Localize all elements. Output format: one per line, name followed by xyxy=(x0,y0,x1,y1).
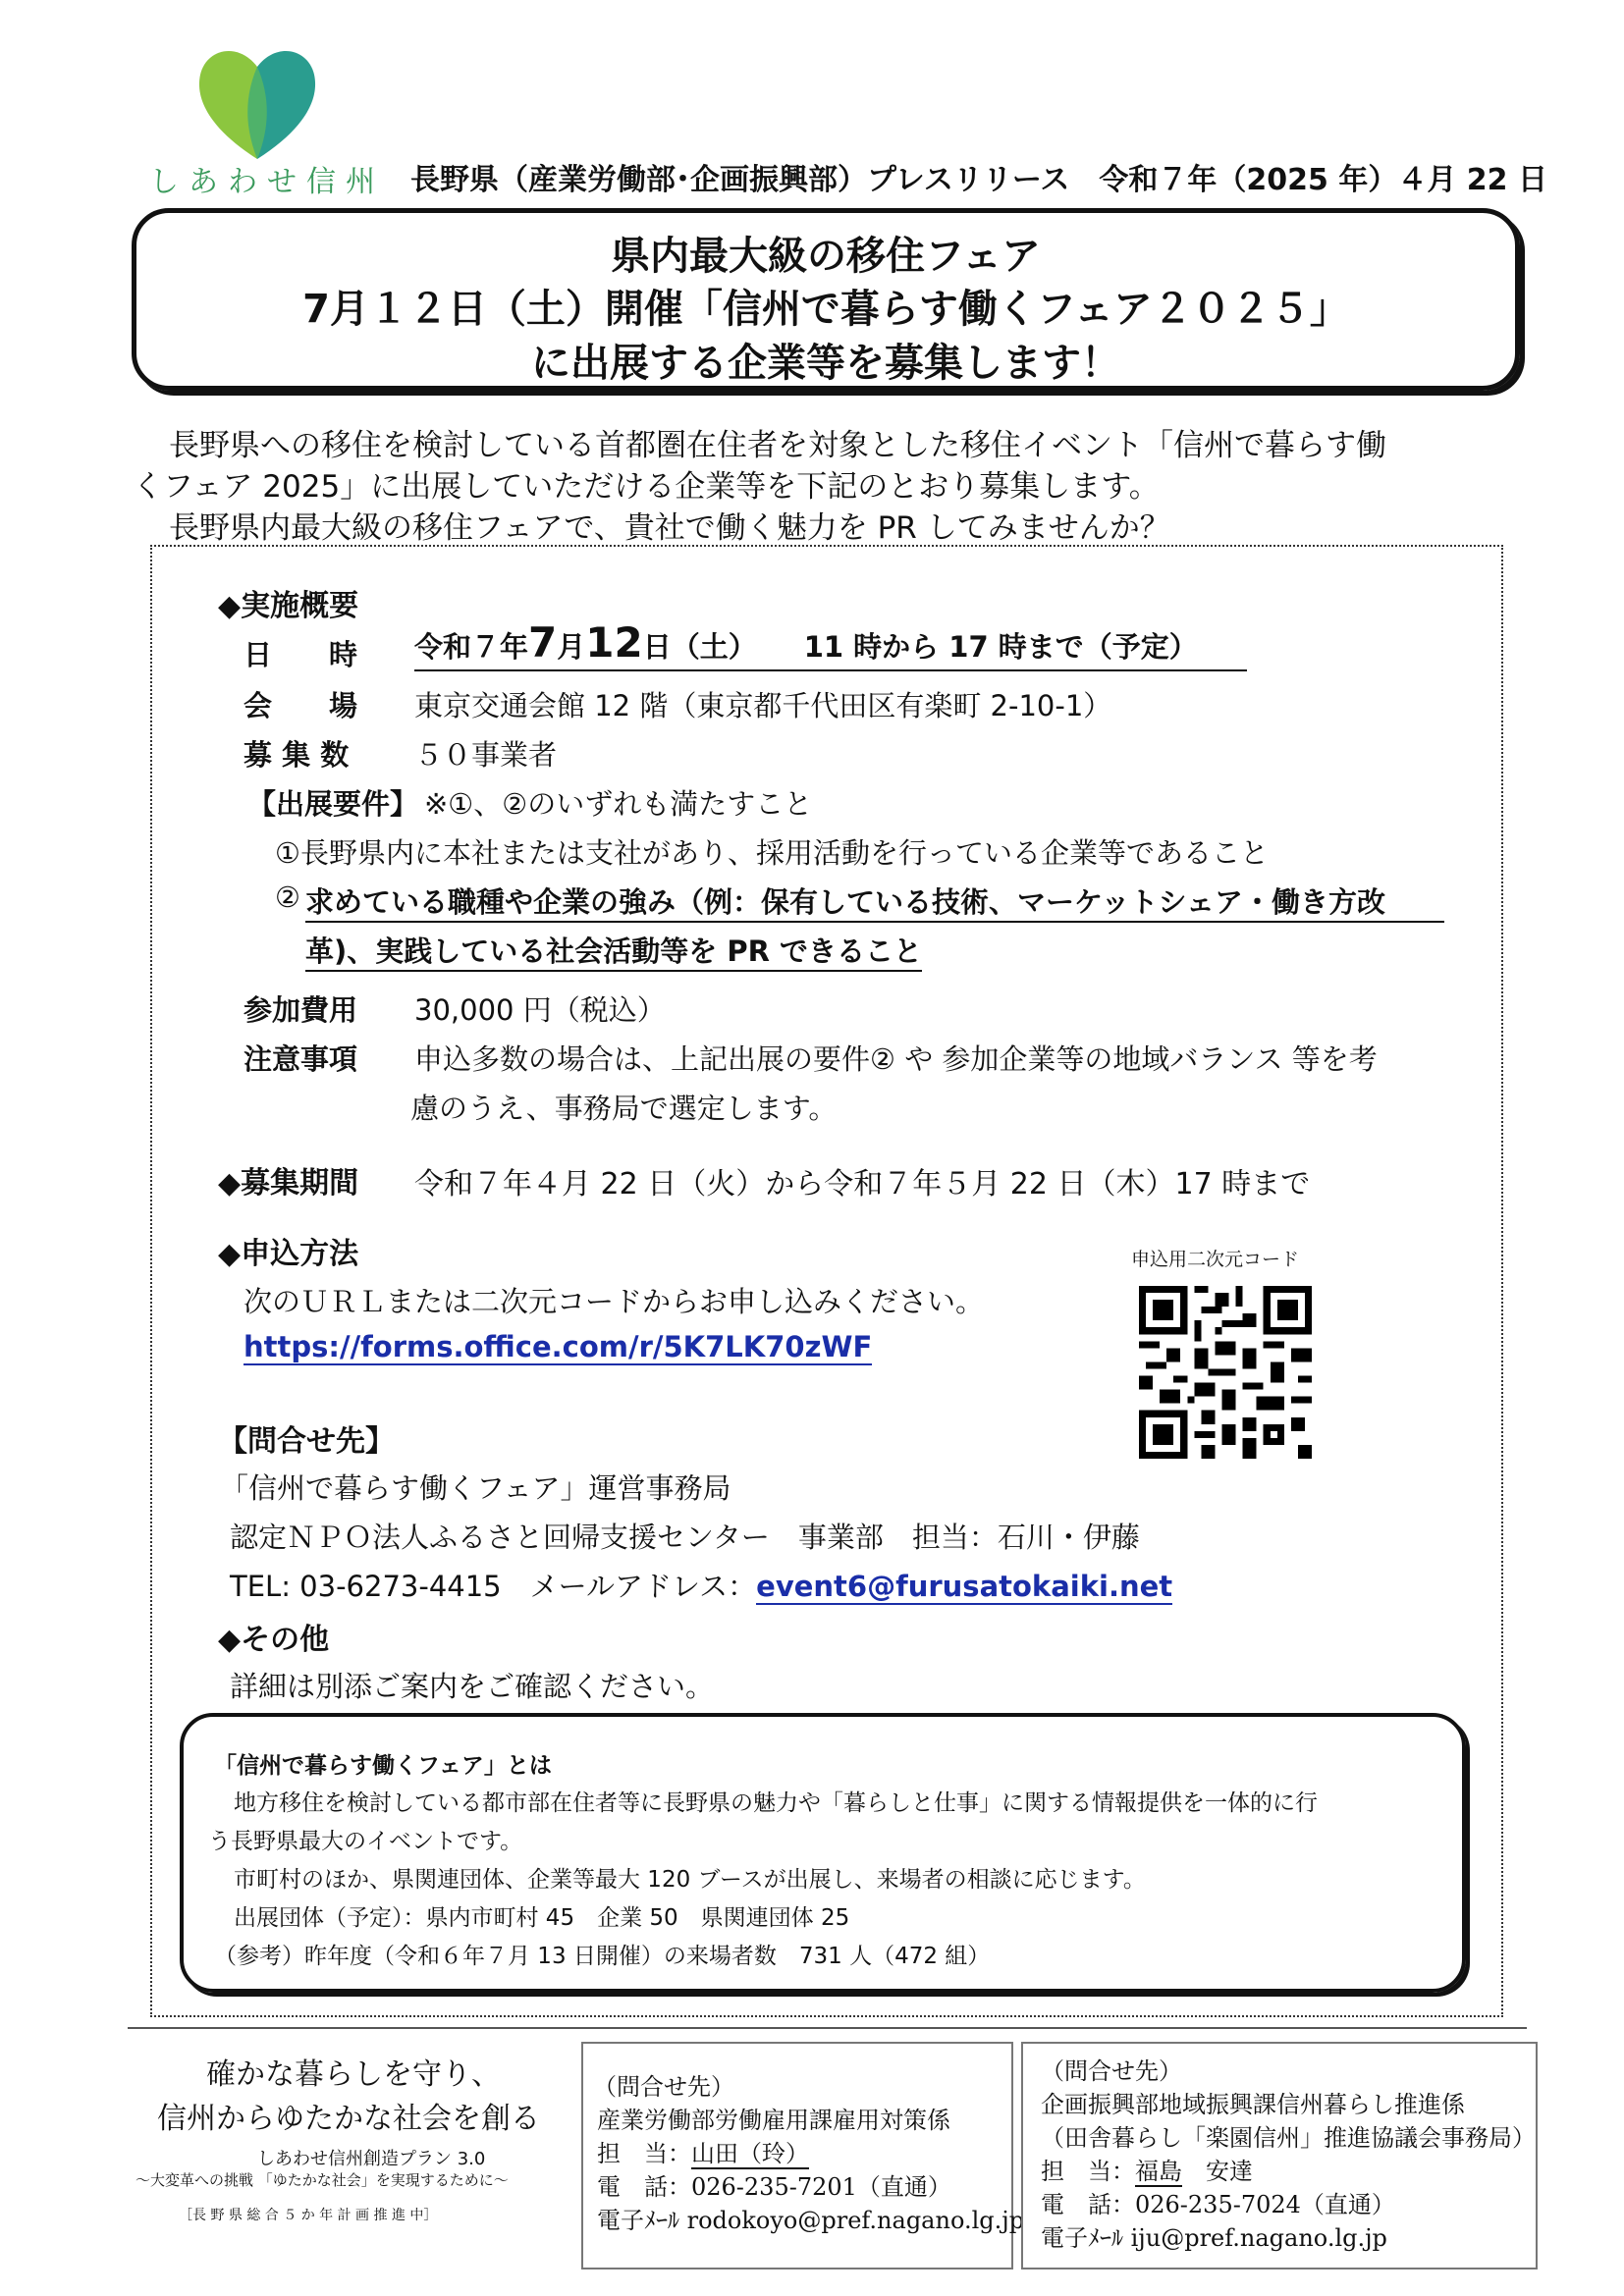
planning-tel: 電 話：026-235-7024（直通） xyxy=(1041,2191,1395,2218)
fee-value: 30,000 円（税込） xyxy=(414,993,666,1027)
labor-dept: 産業労働部労働雇用課雇用対策係 xyxy=(597,2107,950,2134)
apply-text: 次のＵＲＬまたは二次元コードからお申し込みください。 xyxy=(244,1285,985,1318)
labor-tel: 電 話：026-235-7201（直通） xyxy=(597,2173,951,2201)
logo-text: しあわせ信州 xyxy=(149,165,385,199)
title-line-1: 県内最大級の移住フェア xyxy=(611,234,1041,279)
about-line-2: う長野県最大のイベントです。 xyxy=(208,1829,523,1854)
planning-person: 担 当：福島 安達 xyxy=(1041,2158,1253,2185)
planning-council: （田舎暮らし「楽園信州」推進協議会事務局） xyxy=(1041,2124,1536,2152)
notes-label: 注意事項 xyxy=(244,1042,358,1076)
notes-line-2: 慮のうえ、事務局で選定します。 xyxy=(410,1092,838,1125)
about-line-3: 市町村のほか、県関連団体、企業等最大 120 ブースが出展し、来場者の相談に応じます。 xyxy=(234,1867,1146,1893)
press-release-line: 長野県（産業労働部･企画振興部）プレスリリース 令和７年（2025 年）４月 22 日 xyxy=(410,163,1547,197)
overview-heading: ◆実施概要 xyxy=(218,589,359,623)
contact-tel-line: TEL: 03-6273-4415 メールアドレス：event6@furusatokaiki.net xyxy=(230,1570,1173,1603)
title-box xyxy=(132,208,1520,391)
requirement-2-mark: ② xyxy=(275,881,300,914)
notes-line-1: 申込多数の場合は、上記出展の要件② や 参加企業等の地域バランス 等を考 xyxy=(414,1042,1378,1076)
application-qr-code-icon[interactable] xyxy=(1139,1286,1312,1459)
apply-heading: ◆申込方法 xyxy=(218,1237,359,1271)
contact-organization: 認定ＮＰＯ法人ふるさと回帰支援センター 事業部 担当：石川・伊藤 xyxy=(230,1521,1140,1554)
other-text: 詳細は別添ご案内をご確認ください。 xyxy=(230,1670,715,1703)
footer-plan-subtitle: ～大変革への挑戦 「ゆたかな社会」を実現するために～ xyxy=(135,2171,509,2189)
requirements-label: 【出展要件】 xyxy=(247,787,419,821)
footer-plan-note: ［長 野 県 総 合 ５ か 年 計 画 推 進 中］ xyxy=(179,2208,438,2223)
requirement-1: ①長野県内に本社または支社があり、採用活動を行っている企業等であること xyxy=(275,836,1269,870)
about-line-5: （参考）昨年度（令和６年７月 13 日開催）の来場者数 731 人（472 組） xyxy=(214,1944,991,1969)
footer-slogan-2: 信州からゆたかな社会を創る xyxy=(157,2102,540,2136)
venue-label: 会 場 xyxy=(244,689,358,722)
count-value: ５０事業者 xyxy=(414,738,558,772)
requirements-note: ※①、②のいずれも満たすこと xyxy=(424,787,813,821)
requirement-2-line-2: 革)、実践している社会活動等を PR できること xyxy=(305,930,922,972)
contact-email-link[interactable]: event6@furusatokaiki.net xyxy=(756,1570,1173,1603)
footer-plan-name: しあわせ信州創造プラン 3.0 xyxy=(257,2149,486,2169)
planning-email: 電子ﾒｰﾙ iju@pref.nagano.lg.jp xyxy=(1041,2224,1387,2252)
about-line-1: 地方移住を検討している都市部在住者等に長野県の魅力や「暮らしと仕事」に関する情報提供を一体的に行 xyxy=(234,1790,1318,1816)
contact-office: 「信州で暮らす働くフェア」運営事務局 xyxy=(220,1471,731,1505)
date-value: 令和７年7月12日（土） 11 時から 17 時まで（予定） xyxy=(414,618,1247,671)
intro-line-3: 長野県内最大級の移住フェアで、貴社で働く魅力を PR してみませんか？ xyxy=(169,510,1170,546)
labor-email: 電子ﾒｰﾙ rodokoyo@pref.nagano.lg.jp xyxy=(597,2207,1025,2234)
requirement-2-line-1: 求めている職種や企業の強み（例：保有している技術、マーケットシェア・働き方改 xyxy=(305,881,1444,923)
title-line-3: に出展する企業等を募集します！ xyxy=(531,341,1120,386)
other-heading: ◆その他 xyxy=(218,1623,330,1657)
intro-line-1: 長野県への移住を検討している首都圏在住者を対象とした移住イベント「信州で暮らす働 xyxy=(169,428,1386,463)
labor-person: 担 当：山田（玲） xyxy=(597,2140,809,2167)
count-label: 募 集 数 xyxy=(244,738,350,772)
planning-dept: 企画振興部地域振興課信州暮らし推進係 xyxy=(1041,2091,1465,2118)
about-line-4: 出展団体（予定）：県内市町村 45 企業 50 県関連団体 25 xyxy=(234,1905,850,1931)
title-line-2: 7月１２日（土）開催「信州で暮らす働くフェア２０２５」 xyxy=(302,287,1349,332)
period-value: 令和７年４月 22 日（火）から令和７年５月 22 日（木）17 時まで xyxy=(414,1167,1311,1201)
planning-contact-title: （問合せ先） xyxy=(1041,2057,1182,2085)
contact-heading: 【問合せ先】 xyxy=(218,1424,395,1459)
shiawase-shinshu-heart-logo-icon xyxy=(194,41,322,169)
about-title: 「信州で暮らす働くフェア」とは xyxy=(214,1753,552,1779)
footer-divider xyxy=(128,2027,1527,2029)
qr-label: 申込用二次元コード xyxy=(1131,1249,1300,1270)
footer-slogan-1: 確かな暮らしを守り、 xyxy=(206,2057,501,2092)
period-heading: ◆募集期間 xyxy=(218,1166,359,1201)
intro-line-2: くフェア 2025」に出展していただける企業等を下記のとおり募集します。 xyxy=(133,469,1160,505)
labor-contact-title: （問合せ先） xyxy=(593,2073,734,2101)
venue-value: 東京交通会館 12 階（東京都千代田区有楽町 2-10-1） xyxy=(414,689,1112,722)
date-label: 日 時 xyxy=(244,638,358,671)
apply-url-link[interactable]: https://forms.office.com/r/5K7LK70zWF xyxy=(244,1330,873,1363)
fee-label: 参加費用 xyxy=(244,993,358,1027)
